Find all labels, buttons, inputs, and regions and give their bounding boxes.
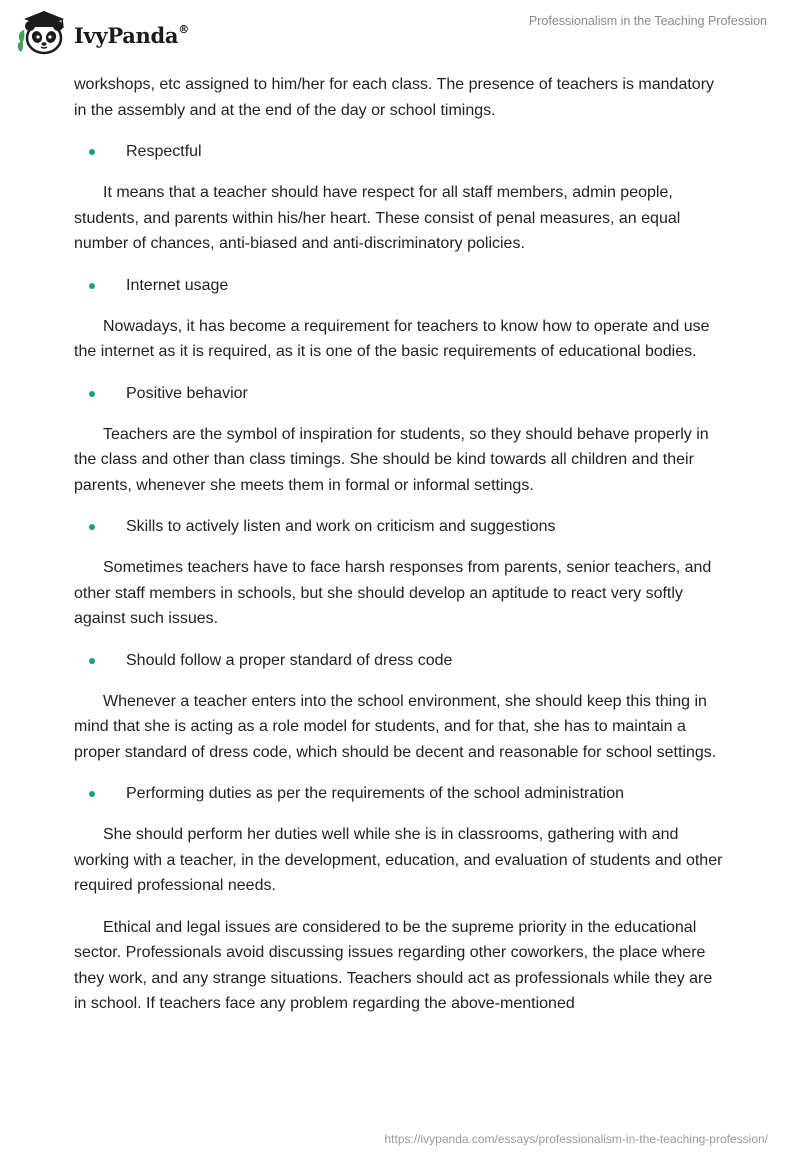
bullet-item <box>74 381 726 406</box>
bullet-label: Internet usage <box>126 276 229 294</box>
bullet-item <box>74 781 726 806</box>
bullet-dot-icon <box>89 391 95 397</box>
paragraph: Sometimes teachers have to face harsh responses from parents, senior teachers, and other staff members in schools, but she should develop an aptitude to react very softly against such issues. <box>74 559 712 627</box>
bullet-label: Should follow a proper standard of dress code <box>126 651 453 669</box>
bullet-label: Positive behavior <box>126 384 248 402</box>
intro-paragraph: workshops, etc assigned to him/her for each class. The presence of teachers is mandatory in the assembly and at the end of the day or school timings. <box>74 76 715 119</box>
document-title: Professionalism in the Teaching Profession <box>528 14 767 28</box>
bullet-label: Performing duties as per the requirements of the school administration <box>126 785 625 802</box>
bullet-label: Skills to actively listen and work on criticism and suggestions <box>126 518 556 535</box>
bullet-item <box>74 273 726 298</box>
bullet-dot-icon <box>89 149 95 155</box>
bullet-dot-icon <box>89 791 95 797</box>
bullet-dot-icon <box>89 524 95 530</box>
ivypanda-logo[interactable] <box>16 8 189 56</box>
brand-text: IvyPanda <box>74 22 179 48</box>
closing-paragraph: Ethical and legal issues are considered to be the supreme priority in the educational sector. Professionals avoid discussing issues regarding other coworkers, the place where they work, and any strange situations. Teachers should act as professionals while they are in school. If teachers face any problem regarding the above-mentioned <box>74 918 713 1012</box>
bullet-item <box>74 139 726 164</box>
bullet-dot-icon <box>89 283 95 289</box>
bullet-item <box>74 514 726 539</box>
brand-name <box>74 23 189 48</box>
registered-mark: ® <box>178 22 189 36</box>
page-header <box>0 0 800 64</box>
paragraph: She should perform her duties well while she is in classrooms, gathering with and working with a teacher, in the development, education, and evaluation of students and other required professional needs. <box>74 826 723 894</box>
panda-logo-icon <box>16 8 70 56</box>
paragraph: Teachers are the symbol of inspiration for students, so they should behave properly in the class and other than class timings. She should be kind towards all children and their parents, whenever she meets them in formal or informal settings. <box>74 425 709 494</box>
paragraph: It means that a teacher should have respect for all staff members, admin people, students, and parents within his/her heart. These consist of penal measures, an equal number of chances, anti-biased and anti-discriminatory policies. <box>74 184 681 252</box>
bullet-label: Respectful <box>126 143 202 160</box>
bullet-item <box>74 648 726 673</box>
paragraph: Whenever a teacher enters into the school environment, she should keep this thing in mind that she is acting as a role model for students, and for that, she has to maintain a proper standard of dress code, which should be decent and reasonable for school settings. <box>74 692 717 761</box>
paragraph: Nowadays, it has become a requirement for teachers to know how to operate and use the internet as it is required, as it is one of the basic requirements of educational bodies. <box>74 317 710 360</box>
bullet-dot-icon <box>89 658 95 664</box>
spacer <box>74 899 726 915</box>
source-url-link[interactable]: https://ivypanda.com/essays/professionalism-in-the-teaching-profession/ <box>384 1132 768 1146</box>
essay-body <box>74 72 726 1017</box>
